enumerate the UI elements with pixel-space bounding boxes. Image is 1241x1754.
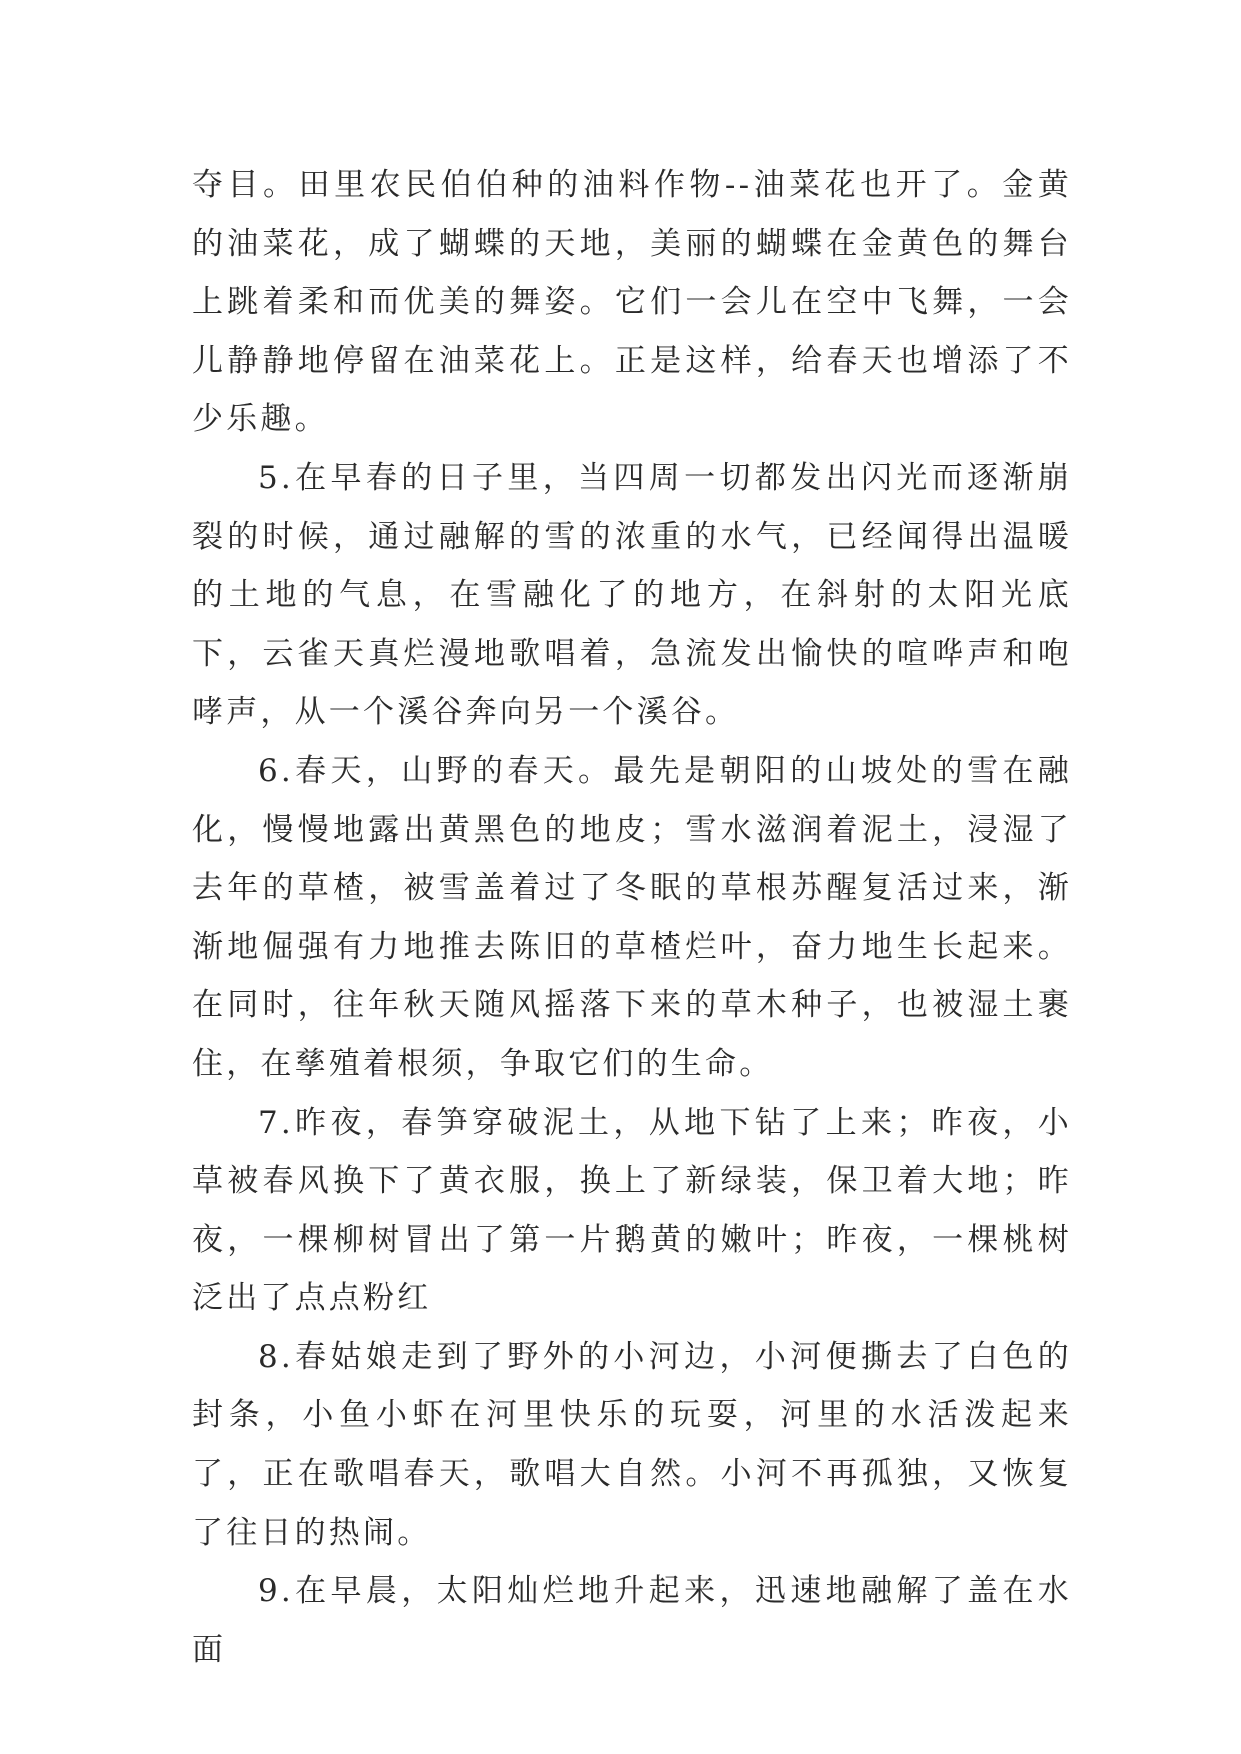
paragraph-9: 9.在早晨，太阳灿烂地升起来，迅速地融解了盖在水面 [192,1573,1072,1668]
paragraph-5: 5.在早春的日子里，当四周一切都发出闪光而逐渐崩裂的时候，通过融解的雪的浓重的水气，已经闻得出温暖的土地的气息，在雪融化了的地方，在斜射的太阳光底下，云雀天真烂漫地歌唱着，急流发出愉快的喧哗声和咆哮声，从一个溪谷奔向另一个溪谷。 [192,459,1072,731]
paragraph-6: 6.春天，山野的春天。最先是朝阳的山坡处的雪在融化，慢慢地露出黄黑色的地皮；雪水滋润着泥土，浸湿了去年的草楂，被雪盖着过了冬眠的草根苏醒复活过来，渐渐地倔强有力地推去陈旧的草楂烂叶，奋力地生长起来。在同时，往年秋天随风摇落下来的草木种子，也被湿土裹住，在孳殖着根须，争取它们的生命。 [192,752,1072,1082]
paragraph-continued: 夺目。田里农民伯伯种的油料作物--油菜花也开了。金黄的油菜花，成了蝴蝶的天地，美丽的蝴蝶在金黄色的舞台上跳着柔和而优美的舞姿。它们一会儿在空中飞舞，一会儿静静地停留在油菜花上。正是这样，给春天也增添了不少乐趣。 [192,167,1072,438]
paragraph-8: 8.春姑娘走到了野外的小河边，小河便撕去了白色的封条，小鱼小虾在河里快乐的玩耍，河里的水活泼起来了，正在歌唱春天，歌唱大自然。小河不再孤独，又恢复了往日的热闹。 [192,1338,1072,1551]
document-body [192,156,1072,1679]
paragraph-7: 7.昨夜，春笋穿破泥土，从地下钻了上来；昨夜，小草被春风换下了黄衣服，换上了新绿装，保卫着大地；昨夜，一棵柳树冒出了第一片鹅黄的嫩叶；昨夜，一棵桃树泛出了点点粉红 [192,1104,1072,1317]
